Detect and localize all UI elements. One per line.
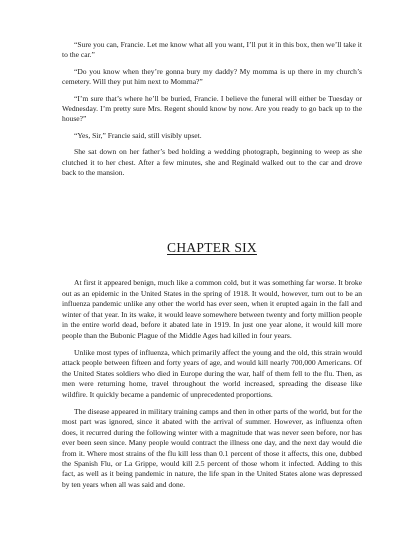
chapter-paragraph: Unlike most types of influenza, which primarily affect the young and the old, this strain would attack people between fifteen and forty years of age, and would kill nearly 700,000 Americans. Of the United States soldiers who died in Europe during the war, half of them fell to the flu. Then, as men were returning home, travel throughout the world increased, spreading the disease like wildfire. It quickly became a pandemic of unprecedented proportions. bbox=[62, 347, 362, 399]
chapter-paragraph: The disease appeared in military training camps and then in other parts of the world, but for the most part was ignored, since it abated with the arrival of summer. However, as influenza often does, it recurred during the following winter with a magnitude that was never seen before, nor has ever been seen since. Many people would contract the illness one day, and the next day would die from it. Where most strains of the flu kill less than 0.1 percent of those it affects, this one, dubbed the Spanish Flu, or La Grippe, would kill 2.5 percent of those whom it infected. Adding to this fact, as well as it being pandemic in nature, the life span in the United States alone was depressed by ten years when all was said and done. bbox=[62, 406, 362, 489]
narrative-paragraph: She sat down on her father’s bed holding a wedding photograph, beginning to weep as she clutched it to her chest. After a few minutes, she and Reginald walked out to the car and drove back to the mansion. bbox=[62, 147, 362, 178]
dialogue-paragraph: “I’m sure that’s where he’ll be buried, Francie. I believe the funeral will either be Tuesday or Wednesday. I’m pretty sure Mrs. Regent should know by now. Are you ready to go back up to the house?” bbox=[62, 93, 362, 124]
chapter-paragraph: At first it appeared benign, much like a common cold, but it was something far worse. It broke out as an epidemic in the United States in the spring of 1918. It would, however, turn out to be an influenza pandemic unlike any other the world has ever seen, when it erupted again in the fall and winter of that year. In its wake, it would leave somewhere between twenty and forty million people in the entire world dead, before it abated late in 1919. In just one year alone, it would kill more people than the Bubonic Plague of the Middle Ages had killed in four years. bbox=[62, 278, 362, 340]
dialogue-paragraph: “Do you know when they’re gonna bury my daddy? My momma is up there in my church’s cemetery. Will they put him next to Momma?” bbox=[62, 66, 362, 87]
dialogue-paragraph: “Sure you can, Francie. Let me know what all you want, I’ll put it in this box, then we’ll take it to the car.” bbox=[62, 40, 362, 60]
chapter-body bbox=[62, 278, 362, 490]
dialogue-section bbox=[62, 40, 362, 178]
chapter-title: CHAPTER SIX bbox=[167, 240, 257, 256]
dialogue-paragraph: “Yes, Sir,” Francie said, still visibly upset. bbox=[74, 130, 202, 140]
section-spacer bbox=[62, 184, 362, 240]
